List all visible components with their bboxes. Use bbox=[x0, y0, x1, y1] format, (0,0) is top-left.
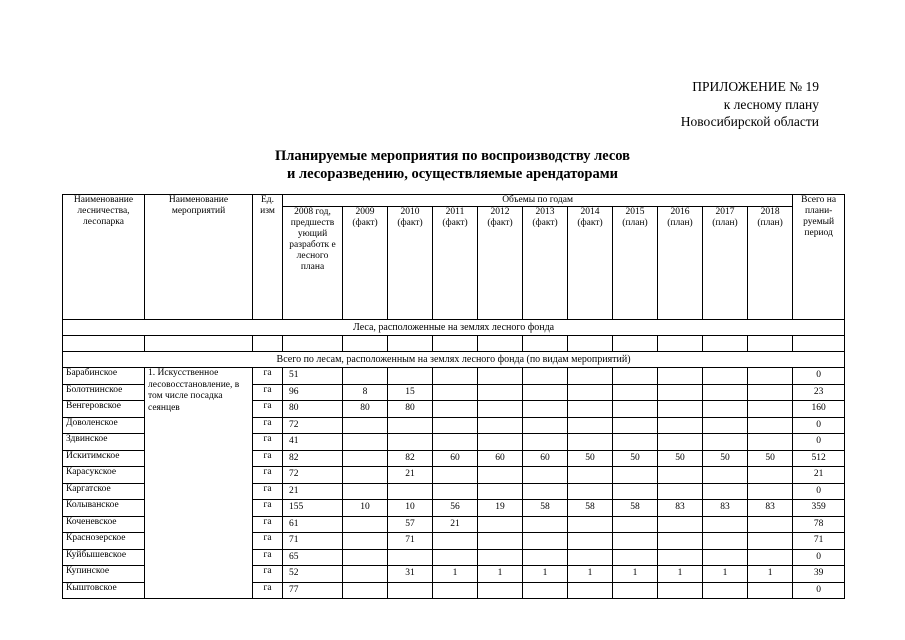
value-cell bbox=[388, 368, 433, 385]
forestry-name: Купинское bbox=[63, 566, 145, 583]
value-cell bbox=[613, 533, 658, 550]
value-cell bbox=[748, 384, 793, 401]
value-cell bbox=[703, 483, 748, 500]
value-cell bbox=[613, 483, 658, 500]
value-cell bbox=[658, 549, 703, 566]
value-cell: 15 bbox=[388, 384, 433, 401]
header-year-5: 2013 (факт) bbox=[523, 207, 568, 320]
value-cell bbox=[703, 516, 748, 533]
value-cell bbox=[343, 417, 388, 434]
appendix-reference: к лесному плану bbox=[723, 96, 819, 112]
value-cell: 31 bbox=[388, 566, 433, 583]
value-cell bbox=[523, 467, 568, 484]
unit-cell: га bbox=[253, 467, 283, 484]
forestry-name: Здвинское bbox=[63, 434, 145, 451]
forestry-name: Куйбышевское bbox=[63, 549, 145, 566]
value-cell: 58 bbox=[568, 500, 613, 517]
value-cell: 1 bbox=[478, 566, 523, 583]
value-cell bbox=[433, 549, 478, 566]
value-cell bbox=[343, 549, 388, 566]
value-cell bbox=[523, 384, 568, 401]
total-cell: 359 bbox=[793, 500, 845, 517]
value-cell bbox=[658, 533, 703, 550]
title-line-2: и лесоразведению, осуществляемые арендаторами bbox=[287, 166, 618, 182]
value-cell bbox=[523, 417, 568, 434]
value-cell bbox=[703, 434, 748, 451]
value-cell bbox=[433, 401, 478, 418]
blank-cell bbox=[343, 336, 388, 352]
value-cell bbox=[388, 549, 433, 566]
header-activity: Наименование мероприятий bbox=[145, 195, 253, 320]
value-cell bbox=[523, 483, 568, 500]
total-cell: 39 bbox=[793, 566, 845, 583]
value-cell: 60 bbox=[478, 450, 523, 467]
value-cell bbox=[658, 434, 703, 451]
blank-cell bbox=[568, 336, 613, 352]
blank-cell bbox=[63, 336, 145, 352]
table-row bbox=[63, 368, 845, 385]
value-cell: 50 bbox=[658, 450, 703, 467]
value-cell bbox=[568, 549, 613, 566]
value-cell bbox=[343, 516, 388, 533]
header-year-2: 2010 (факт) bbox=[388, 207, 433, 320]
forestry-name: Кыштовское bbox=[63, 582, 145, 599]
value-cell bbox=[388, 434, 433, 451]
value-cell bbox=[613, 467, 658, 484]
value-cell bbox=[478, 533, 523, 550]
value-cell bbox=[613, 384, 658, 401]
value-cell bbox=[523, 516, 568, 533]
value-cell bbox=[568, 384, 613, 401]
value-cell bbox=[478, 483, 523, 500]
value-cell bbox=[703, 384, 748, 401]
value-cell bbox=[343, 566, 388, 583]
value-cell: 50 bbox=[703, 450, 748, 467]
value-cell bbox=[703, 417, 748, 434]
value-cell bbox=[748, 549, 793, 566]
value-cell bbox=[658, 483, 703, 500]
value-cell bbox=[388, 417, 433, 434]
value-cell bbox=[568, 516, 613, 533]
unit-cell: га bbox=[253, 401, 283, 418]
value-cell bbox=[568, 582, 613, 599]
value-cell: 77 bbox=[283, 582, 343, 599]
value-cell: 96 bbox=[283, 384, 343, 401]
value-cell bbox=[568, 368, 613, 385]
forestry-name: Краснозерское bbox=[63, 533, 145, 550]
forestry-name: Каргатское bbox=[63, 483, 145, 500]
value-cell bbox=[523, 401, 568, 418]
value-cell: 21 bbox=[388, 467, 433, 484]
value-cell bbox=[343, 450, 388, 467]
value-cell bbox=[433, 417, 478, 434]
forestry-name: Колыванское bbox=[63, 500, 145, 517]
value-cell bbox=[343, 368, 388, 385]
value-cell: 50 bbox=[568, 450, 613, 467]
value-cell bbox=[658, 417, 703, 434]
value-cell bbox=[748, 582, 793, 599]
value-cell bbox=[613, 401, 658, 418]
value-cell: 1 bbox=[613, 566, 658, 583]
value-cell bbox=[568, 417, 613, 434]
blank-cell bbox=[658, 336, 703, 352]
blank-cell bbox=[433, 336, 478, 352]
value-cell bbox=[343, 467, 388, 484]
value-cell bbox=[433, 483, 478, 500]
document-title bbox=[0, 147, 905, 183]
value-cell bbox=[703, 368, 748, 385]
header-year-8: 2016 (план) bbox=[658, 207, 703, 320]
value-cell: 61 bbox=[283, 516, 343, 533]
value-cell bbox=[433, 368, 478, 385]
value-cell: 72 bbox=[283, 417, 343, 434]
total-cell: 21 bbox=[793, 467, 845, 484]
activities-table bbox=[62, 194, 845, 599]
header-year-9: 2017 (план) bbox=[703, 207, 748, 320]
value-cell bbox=[613, 434, 658, 451]
blank-cell bbox=[523, 336, 568, 352]
value-cell: 1 bbox=[523, 566, 568, 583]
section-forest-fund: Леса, расположенные на землях лесного фонда bbox=[63, 320, 845, 336]
forestry-name: Карасукское bbox=[63, 467, 145, 484]
value-cell bbox=[748, 401, 793, 418]
value-cell: 83 bbox=[748, 500, 793, 517]
value-cell bbox=[748, 417, 793, 434]
value-cell bbox=[613, 549, 658, 566]
value-cell bbox=[748, 368, 793, 385]
value-cell bbox=[523, 533, 568, 550]
appendix-number: ПРИЛОЖЕНИЕ № 19 bbox=[692, 79, 819, 94]
value-cell bbox=[523, 549, 568, 566]
value-cell: 57 bbox=[388, 516, 433, 533]
value-cell: 56 bbox=[433, 500, 478, 517]
activity-name: 1. Искусственное лесовосстановление, в том числе посадка сеянцев bbox=[145, 368, 253, 599]
value-cell bbox=[703, 549, 748, 566]
value-cell bbox=[568, 533, 613, 550]
header-unit: Ед. изм bbox=[253, 195, 283, 320]
value-cell bbox=[568, 434, 613, 451]
header-forestry: Наименование лесничества, лесопарка bbox=[63, 195, 145, 320]
value-cell bbox=[478, 582, 523, 599]
header-year-0: 2008 год, предшеств ующий разработк е лесного плана bbox=[283, 207, 343, 320]
value-cell: 10 bbox=[343, 500, 388, 517]
appendix-region: Новосибирской области bbox=[680, 114, 819, 129]
value-cell: 80 bbox=[283, 401, 343, 418]
value-cell: 60 bbox=[523, 450, 568, 467]
value-cell: 19 bbox=[478, 500, 523, 517]
value-cell: 1 bbox=[658, 566, 703, 583]
value-cell bbox=[343, 533, 388, 550]
unit-cell: га bbox=[253, 500, 283, 517]
header-year-3: 2011 (факт) bbox=[433, 207, 478, 320]
unit-cell: га bbox=[253, 533, 283, 550]
blank-cell bbox=[253, 336, 283, 352]
value-cell: 71 bbox=[388, 533, 433, 550]
value-cell bbox=[748, 434, 793, 451]
value-cell bbox=[478, 434, 523, 451]
total-cell: 71 bbox=[793, 533, 845, 550]
value-cell bbox=[613, 516, 658, 533]
value-cell bbox=[748, 516, 793, 533]
value-cell bbox=[568, 467, 613, 484]
header-year-4: 2012 (факт) bbox=[478, 207, 523, 320]
value-cell bbox=[658, 384, 703, 401]
section-total: Всего по лесам, расположенным на землях лесного фонда (по видам мероприятий) bbox=[63, 352, 845, 368]
value-cell bbox=[478, 368, 523, 385]
value-cell: 21 bbox=[283, 483, 343, 500]
forestry-name: Доволенское bbox=[63, 417, 145, 434]
blank-cell bbox=[283, 336, 343, 352]
forestry-name: Венгеровское bbox=[63, 401, 145, 418]
total-cell: 0 bbox=[793, 417, 845, 434]
value-cell bbox=[433, 582, 478, 599]
value-cell bbox=[658, 368, 703, 385]
value-cell: 1 bbox=[433, 566, 478, 583]
value-cell bbox=[433, 467, 478, 484]
header-volumes: Объемы по годам bbox=[283, 195, 793, 207]
value-cell: 80 bbox=[343, 401, 388, 418]
value-cell bbox=[703, 533, 748, 550]
unit-cell: га bbox=[253, 582, 283, 599]
value-cell bbox=[433, 384, 478, 401]
forestry-name: Барабинское bbox=[63, 368, 145, 385]
value-cell: 155 bbox=[283, 500, 343, 517]
value-cell: 1 bbox=[703, 566, 748, 583]
blank-cell bbox=[478, 336, 523, 352]
unit-cell: га bbox=[253, 516, 283, 533]
value-cell: 60 bbox=[433, 450, 478, 467]
total-cell: 512 bbox=[793, 450, 845, 467]
total-cell: 0 bbox=[793, 434, 845, 451]
value-cell bbox=[658, 516, 703, 533]
value-cell bbox=[478, 384, 523, 401]
value-cell: 71 bbox=[283, 533, 343, 550]
value-cell: 58 bbox=[613, 500, 658, 517]
value-cell bbox=[613, 368, 658, 385]
forestry-name: Коченевское bbox=[63, 516, 145, 533]
value-cell bbox=[658, 401, 703, 418]
header-year-7: 2015 (план) bbox=[613, 207, 658, 320]
value-cell: 41 bbox=[283, 434, 343, 451]
value-cell bbox=[748, 533, 793, 550]
value-cell bbox=[478, 516, 523, 533]
value-cell bbox=[523, 434, 568, 451]
total-cell: 0 bbox=[793, 483, 845, 500]
value-cell bbox=[613, 582, 658, 599]
value-cell bbox=[523, 582, 568, 599]
value-cell bbox=[613, 417, 658, 434]
value-cell bbox=[388, 483, 433, 500]
forestry-name: Болотнинское bbox=[63, 384, 145, 401]
title-line-1: Планируемые мероприятия по воспроизводству лесов bbox=[274, 148, 630, 164]
value-cell: 80 bbox=[388, 401, 433, 418]
value-cell: 58 bbox=[523, 500, 568, 517]
value-cell bbox=[748, 467, 793, 484]
blank-cell bbox=[613, 336, 658, 352]
total-cell: 160 bbox=[793, 401, 845, 418]
unit-cell: га bbox=[253, 566, 283, 583]
appendix-block bbox=[619, 78, 819, 131]
value-cell bbox=[478, 401, 523, 418]
blank-cell bbox=[748, 336, 793, 352]
value-cell bbox=[523, 368, 568, 385]
unit-cell: га bbox=[253, 549, 283, 566]
value-cell bbox=[388, 582, 433, 599]
total-cell: 78 bbox=[793, 516, 845, 533]
value-cell bbox=[568, 483, 613, 500]
value-cell: 52 bbox=[283, 566, 343, 583]
blank-cell bbox=[388, 336, 433, 352]
header-total: Всего на плани-руемый период bbox=[793, 195, 845, 320]
total-cell: 0 bbox=[793, 368, 845, 385]
header-year-10: 2018 (план) bbox=[748, 207, 793, 320]
unit-cell: га bbox=[253, 483, 283, 500]
unit-cell: га bbox=[253, 384, 283, 401]
value-cell: 82 bbox=[283, 450, 343, 467]
value-cell bbox=[703, 467, 748, 484]
value-cell: 50 bbox=[748, 450, 793, 467]
value-cell: 1 bbox=[748, 566, 793, 583]
blank-cell bbox=[793, 336, 845, 352]
total-cell: 0 bbox=[793, 549, 845, 566]
value-cell bbox=[343, 483, 388, 500]
value-cell bbox=[568, 401, 613, 418]
value-cell: 72 bbox=[283, 467, 343, 484]
value-cell bbox=[658, 582, 703, 599]
value-cell bbox=[703, 401, 748, 418]
value-cell: 82 bbox=[388, 450, 433, 467]
unit-cell: га bbox=[253, 368, 283, 385]
value-cell: 10 bbox=[388, 500, 433, 517]
unit-cell: га bbox=[253, 450, 283, 467]
value-cell bbox=[658, 467, 703, 484]
value-cell bbox=[478, 549, 523, 566]
value-cell: 83 bbox=[658, 500, 703, 517]
header-year-1: 2009 (факт) bbox=[343, 207, 388, 320]
value-cell: 51 bbox=[283, 368, 343, 385]
value-cell: 50 bbox=[613, 450, 658, 467]
value-cell bbox=[433, 434, 478, 451]
value-cell: 21 bbox=[433, 516, 478, 533]
value-cell bbox=[703, 582, 748, 599]
value-cell: 83 bbox=[703, 500, 748, 517]
value-cell bbox=[748, 483, 793, 500]
value-cell bbox=[343, 434, 388, 451]
blank-cell bbox=[145, 336, 253, 352]
header-year-6: 2014 (факт) bbox=[568, 207, 613, 320]
value-cell: 8 bbox=[343, 384, 388, 401]
value-cell bbox=[478, 417, 523, 434]
unit-cell: га bbox=[253, 434, 283, 451]
value-cell bbox=[343, 582, 388, 599]
total-cell: 0 bbox=[793, 582, 845, 599]
unit-cell: га bbox=[253, 417, 283, 434]
total-cell: 23 bbox=[793, 384, 845, 401]
blank-cell bbox=[703, 336, 748, 352]
value-cell bbox=[433, 533, 478, 550]
value-cell: 65 bbox=[283, 549, 343, 566]
forestry-name: Искитимское bbox=[63, 450, 145, 467]
value-cell: 1 bbox=[568, 566, 613, 583]
value-cell bbox=[478, 467, 523, 484]
